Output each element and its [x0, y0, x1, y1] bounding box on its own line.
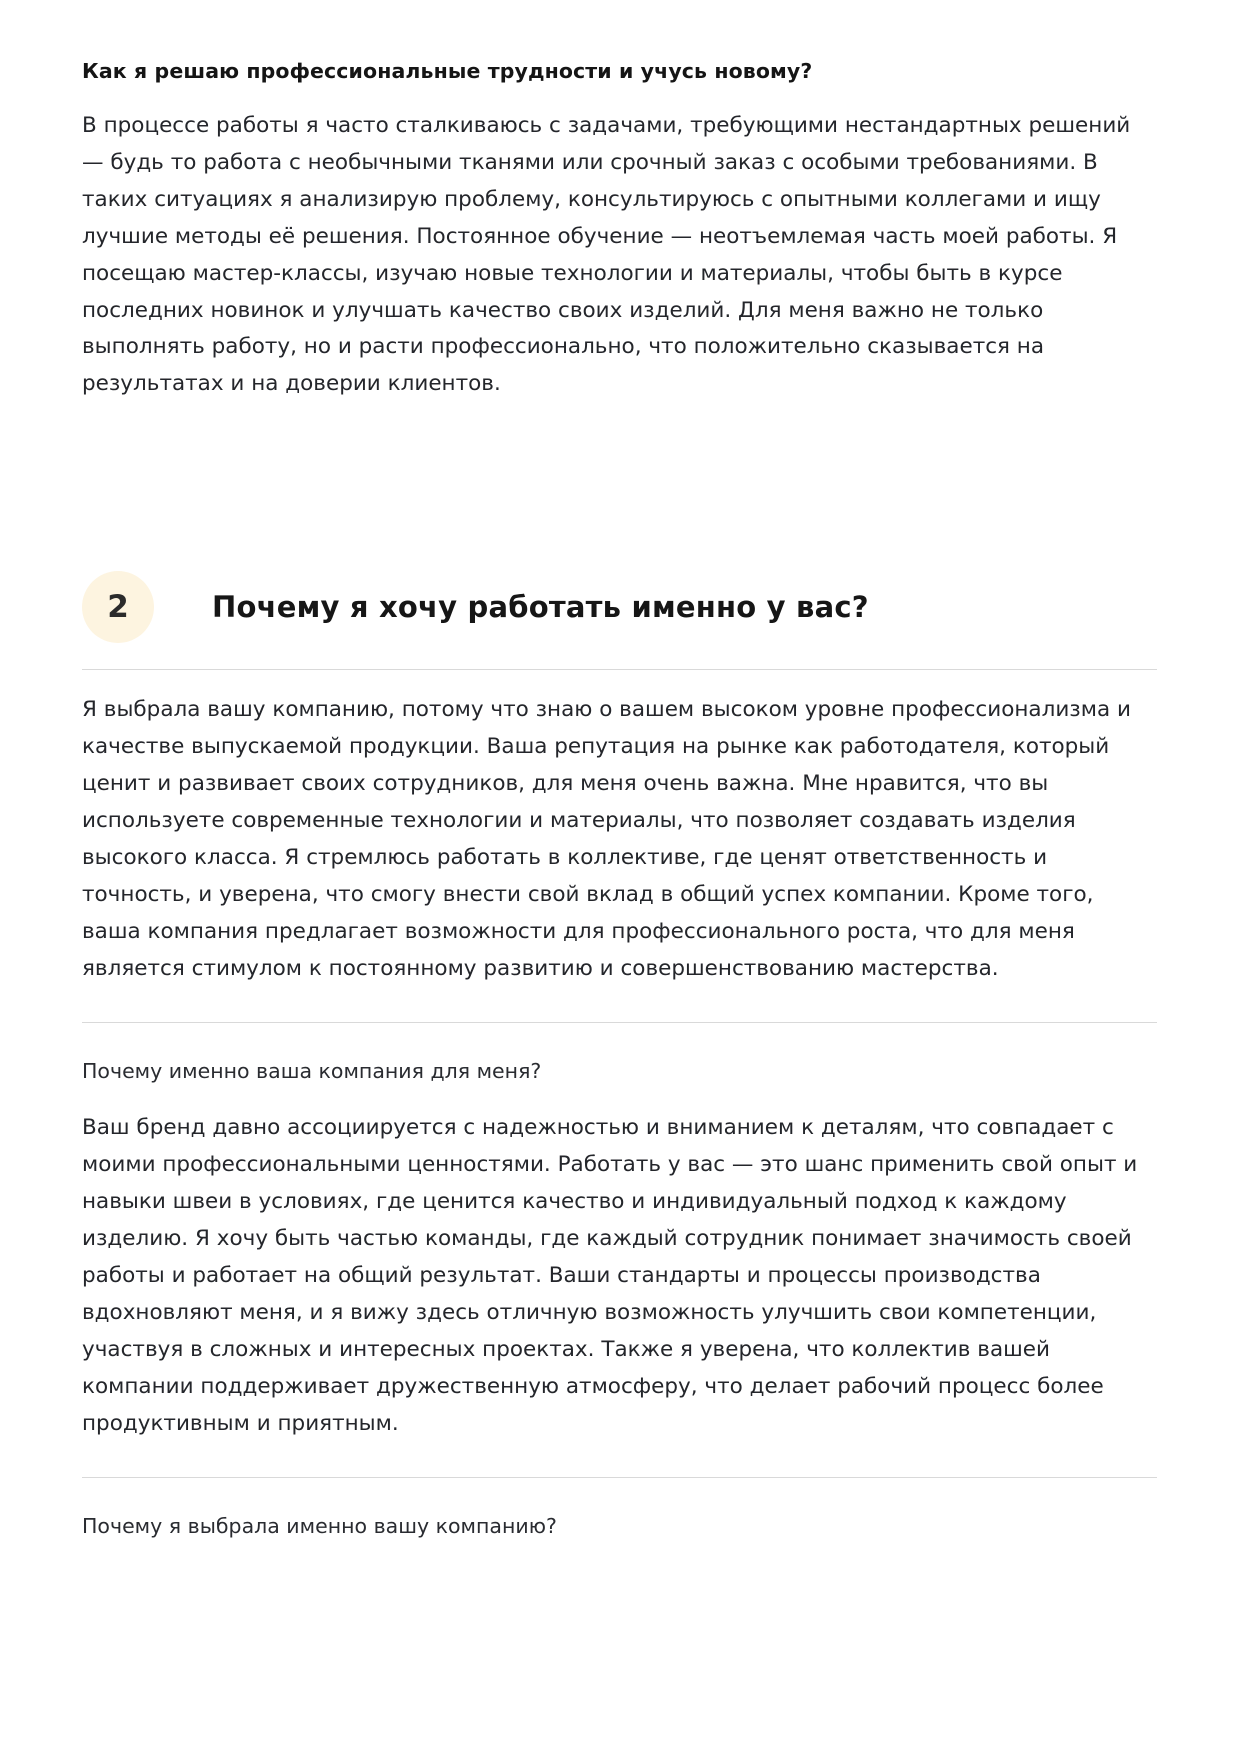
sub-block-divider-1 [82, 1022, 1157, 1023]
section-spacer [82, 403, 1157, 571]
top-question-heading: Как я решаю профессиональные трудности и учусь новому? [82, 59, 813, 83]
sub-question-2: Почему я выбрала именно вашу компанию? [82, 1513, 557, 1538]
sub-question-1: Почему именно ваша компания для меня? [82, 1059, 542, 1084]
section-title: Почему я хочу работать именно у вас? [212, 590, 869, 625]
section-header [82, 571, 1157, 643]
top-answer-paragraph: В процессе работы я часто сталкиваюсь с задачами, требующими нестандартных решений — будь то работа с необычными тканями или срочный заказ с особыми требованиями. В таких ситуациях я анализирую проблему, консультируюсь с опытными коллегами и ищу лучшие методы её решения. Постоянное обучение — неотъемлемая часть моей работы. Я посещаю мастер-классы, изучаю новые технологии и материалы, чтобы быть в курсе последних новинок и улучшать качество своих изделий. Для меня важно не только выполнять работу, но и расти профессионально, что положительно сказывается на результатах и на доверии клиентов. [82, 112, 1131, 397]
sub-answer-1: Ваш бренд давно ассоциируется с надежностью и вниманием к деталям, что совпадает с моими профессиональными ценностями. Работать у вас — это шанс применить свой опыт и навыки швеи в условиях, где ценится качество и индивидуальный подход к каждому изделию. Я хочу быть частью команды, где каждый сотрудник понимает значимость своей работы и работает на общий результат. Ваши стандарты и процессы производства вдохновляют меня, и я вижу здесь отличную возможность улучшить свои компетенции, участвуя в сложных и интересных проектах. Также я уверена, что коллектив вашей компании поддерживает дружественную атмосферу, что делает рабочий процесс более продуктивным и приятным. [82, 1114, 1138, 1436]
section-number-badge: 2 [82, 571, 154, 643]
section-divider [82, 669, 1157, 670]
section-answer-paragraph: Я выбрала вашу компанию, потому что знаю о вашем высоком уровне профессионализма и качестве выпускаемой продукции. Ваша репутация на рынке как работодателя, который ценит и развивает своих сотрудников, для меня очень важна. Мне нравится, что вы используете современные технологии и материалы, что позволяет создавать изделия высокого класса. Я стремлюсь работать в коллективе, где ценят ответственность и точность, и уверена, что смогу внести свой вклад в общий успех компании. Кроме того, ваша компания предлагает возможности для профессионального роста, что для меня является стимулом к постоянному развитию и совершенствованию мастерства. [82, 697, 1131, 982]
sub-block-divider-2 [82, 1477, 1157, 1478]
